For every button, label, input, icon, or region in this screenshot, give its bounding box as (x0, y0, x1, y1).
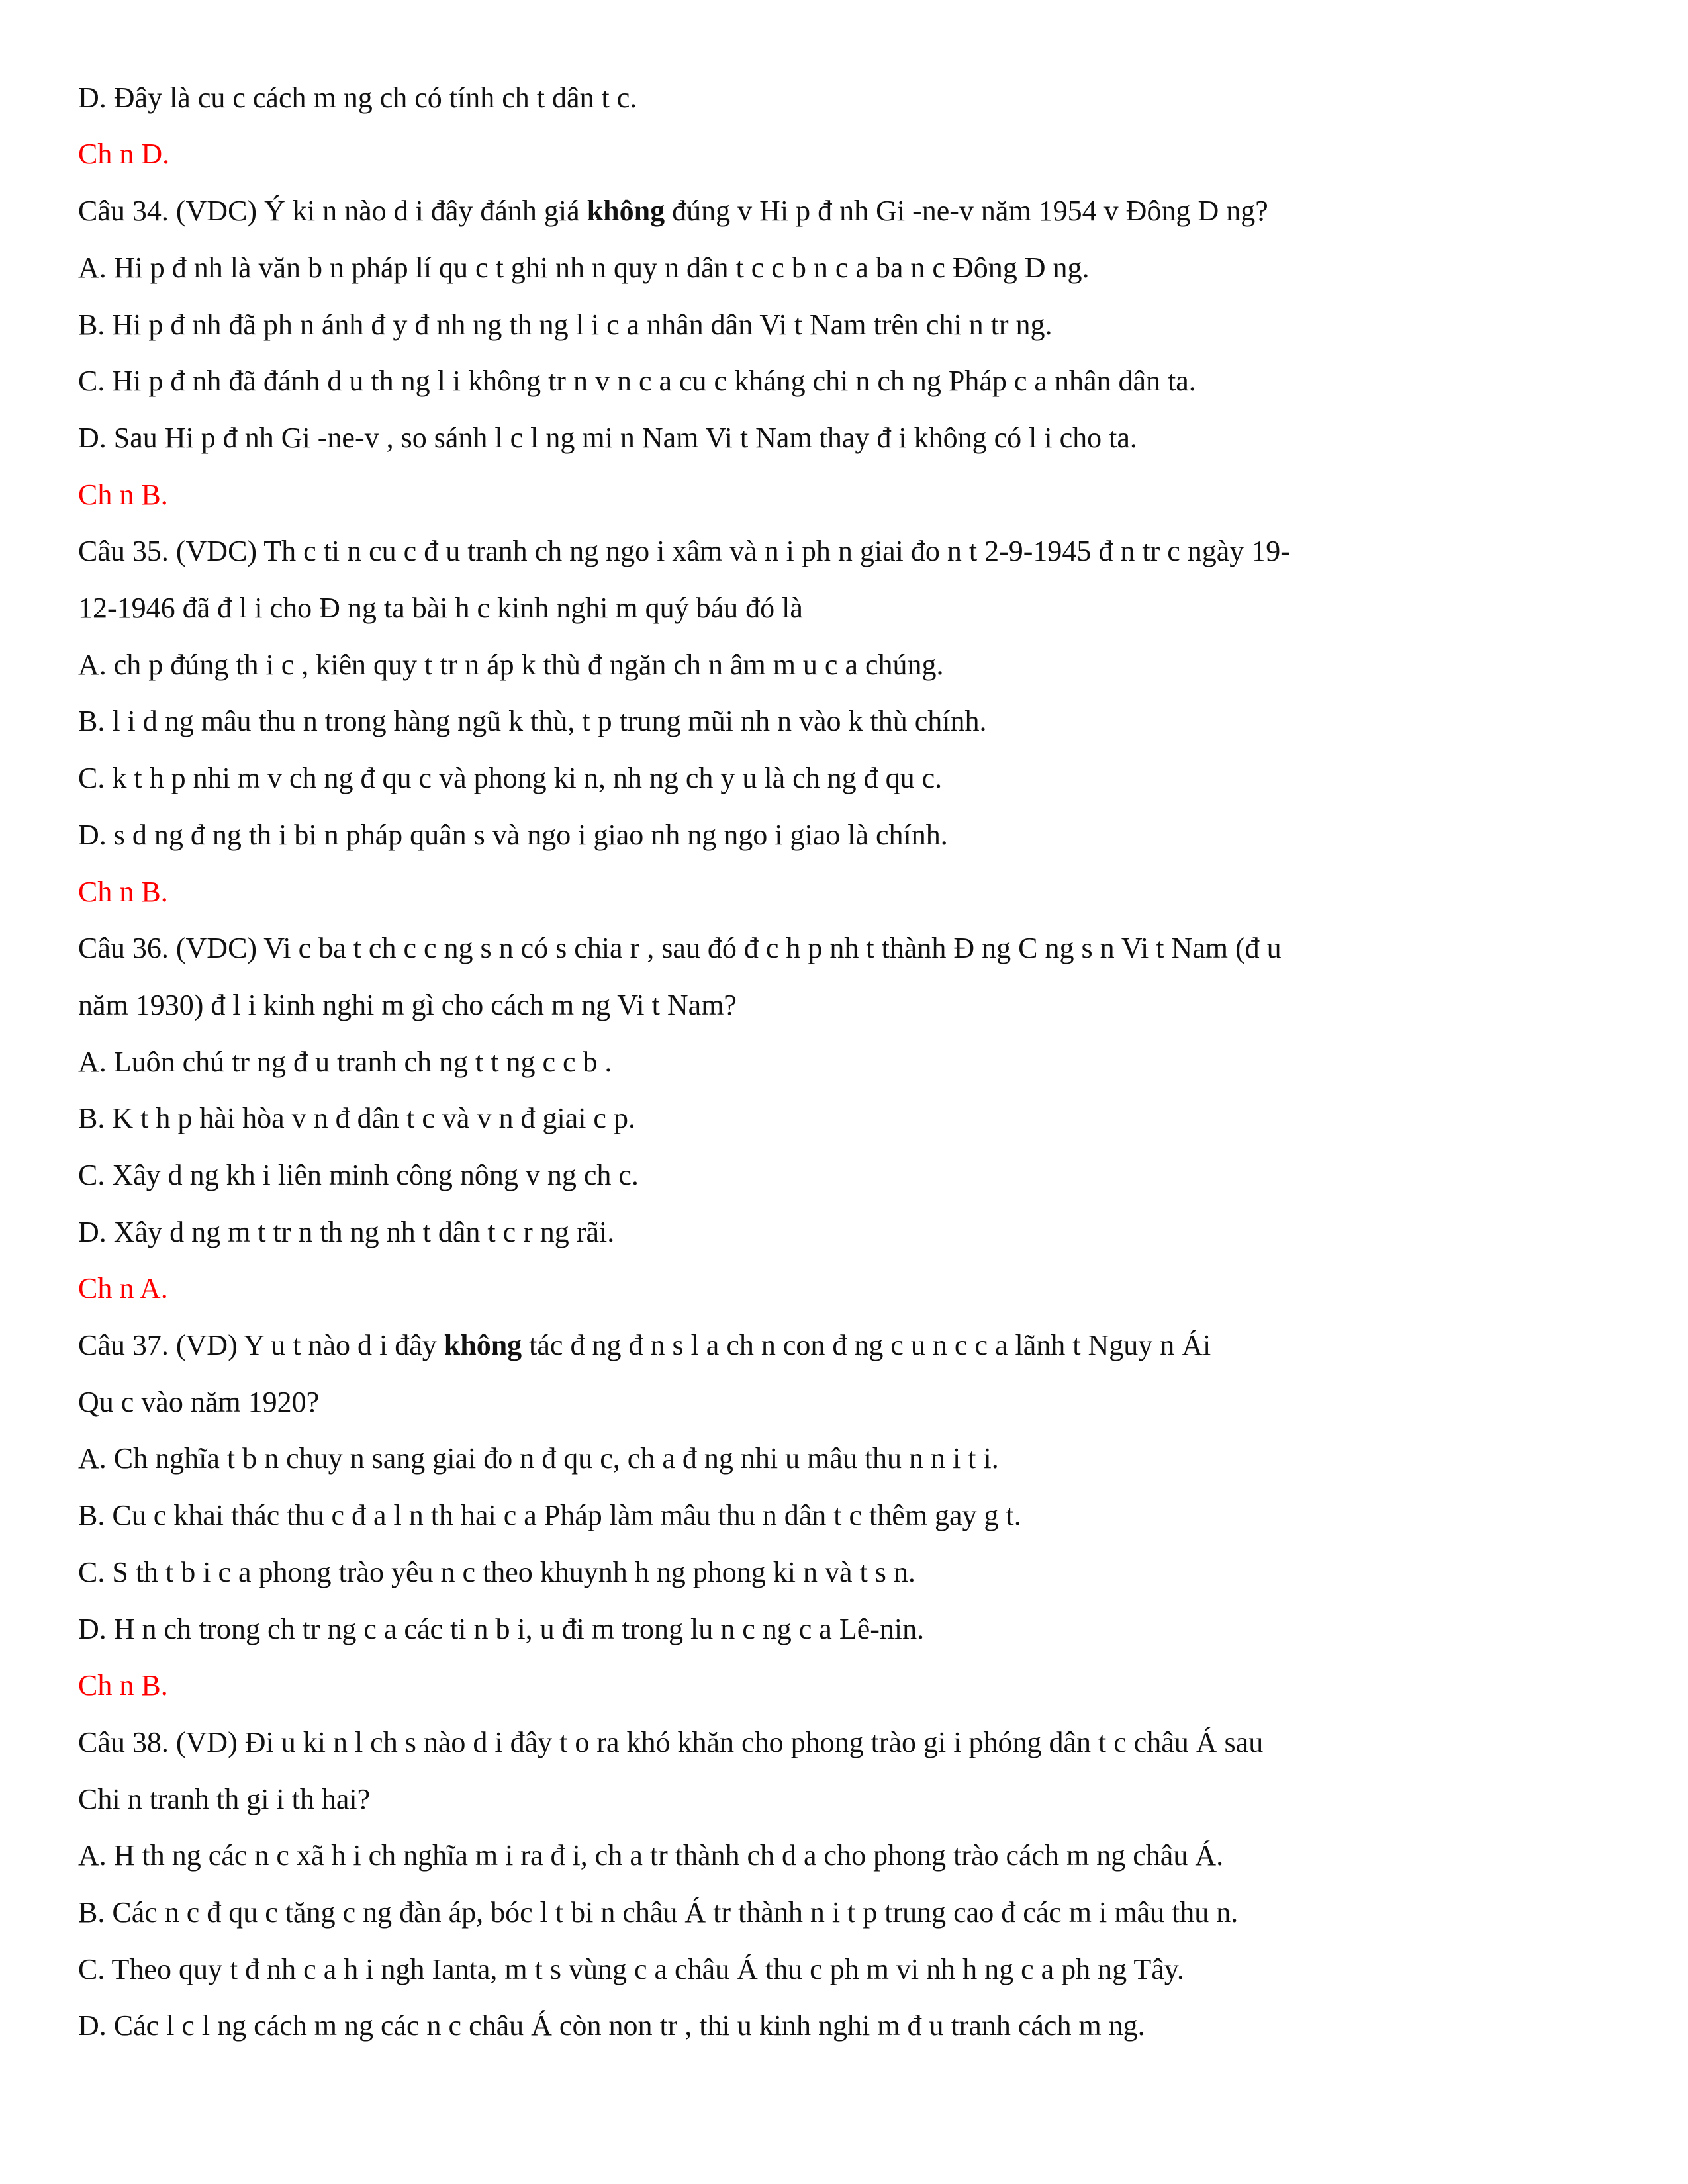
q38-question-line-1: Câu 38. (VD) Đi u ki n l ch s nào d i đây t o ra khó khăn cho phong trào gi i phóng dân t c châu Á sau (78, 1726, 1264, 1758)
q35-answer: Ch n B. (78, 876, 168, 908)
q36-option-a: A. Luôn chú tr ng đ u tranh ch ng t t ng c c b . (78, 1046, 612, 1078)
q33-option-d: D. Đây là cu c cách m ng ch có tính ch t dân t c. (78, 81, 637, 114)
q35-question-line-2: 12-1946 đã đ l i cho Đ ng ta bài h c kinh nghi m quý báu đó là (78, 592, 803, 624)
q36-option-b: B. K t h p hài hòa v n đ dân t c và v n đ giai c p. (78, 1102, 635, 1134)
q38-option-b: B. Các n c đ qu c tăng c ng đàn áp, bóc l t bi n châu Á tr thành n i t p trung cao đ các m i mâu thu n. (78, 1896, 1239, 1929)
q35-option-b: B. l i d ng mâu thu n trong hàng ngũ k thù, t p trung mũi nh n vào k thù chính. (78, 705, 987, 737)
q37-question-text-1: Câu 37. (VD) Y u t nào d i đây (78, 1329, 444, 1361)
q37-bold-word: không (444, 1329, 522, 1361)
q34-option-b: B. Hi p đ nh đã ph n ánh đ y đ nh ng th ng l i c a nhân dân Vi t Nam trên chi n tr ng. (78, 308, 1053, 341)
q37-option-b: B. Cu c khai thác thu c đ a l n th hai c a Pháp làm mâu thu n dân t c thêm gay g t. (78, 1499, 1021, 1531)
q37-question-line-2: Qu c vào năm 1920? (78, 1386, 320, 1418)
q34-option-a: A. Hi p đ nh là văn b n pháp lí qu c t ghi nh n quy n dân t c c b n c a ba n c Đông D ng. (78, 251, 1090, 284)
q34-question-text-1: Câu 34. (VDC) Ý ki n nào d i đây đánh giá (78, 195, 587, 227)
q34-option-d: D. Sau Hi p đ nh Gi -ne-v , so sánh l c l ng mi n Nam Vi t Nam thay đ i không có l i cho ta. (78, 422, 1137, 454)
q36-option-c: C. Xây d ng kh i liên minh công nông v ng ch c. (78, 1159, 639, 1191)
q38-option-a: A. H th ng các n c xã h i ch nghĩa m i ra đ i, ch a tr thành ch d a cho phong trào cách m ng châu Á. (78, 1839, 1224, 1872)
q34-question (78, 191, 1268, 231)
q37-option-c: C. S th t b i c a phong trào yêu n c theo khuynh h ng phong ki n và t s n. (78, 1556, 915, 1588)
q38-question-line-2: Chi n tranh th gi i th hai? (78, 1783, 371, 1815)
q35-option-d: D. s d ng đ ng th i bi n pháp quân s và ngo i giao nh ng ngo i giao là chính. (78, 819, 948, 851)
q36-option-d: D. Xây d ng m t tr n th ng nh t dân t c r ng rãi. (78, 1216, 615, 1248)
q34-question-text-2: đúng v Hi p đ nh Gi -ne-v năm 1954 v Đông D ng? (665, 195, 1268, 227)
q36-question-line-1: Câu 36. (VDC) Vi c ba t ch c c ng s n có s chia r , sau đó đ c h p nh t thành Đ ng C ng s n Vi t Nam (đ u (78, 932, 1282, 964)
q35-option-a: A. ch p đúng th i c , kiên quy t tr n áp k thù đ ngăn ch n âm m u c a chúng. (78, 649, 944, 681)
q33-answer: Ch n D. (78, 138, 170, 170)
q35-option-c: C. k t h p nhi m v ch ng đ qu c và phong ki n, nh ng ch y u là ch ng đ qu c. (78, 762, 943, 794)
q37-question-text-2: tác đ ng đ n s l a ch n con đ ng c u n c c a lãnh t Nguy n Ái (522, 1329, 1211, 1361)
q35-question-line-1: Câu 35. (VDC) Th c ti n cu c đ u tranh ch ng ngo i xâm và n i ph n giai đo n t 2-9-1945 đ n tr c ngày 19- (78, 535, 1290, 567)
q34-option-c: C. Hi p đ nh đã đánh d u th ng l i không tr n v n c a cu c kháng chi n ch ng Pháp c a nhân dân ta. (78, 365, 1196, 397)
q36-answer: Ch n A. (78, 1272, 168, 1304)
q37-option-a: A. Ch nghĩa t b n chuy n sang giai đo n đ qu c, ch a đ ng nhi u mâu thu n n i t i. (78, 1442, 999, 1475)
q36-question-line-2: năm 1930) đ l i kinh nghi m gì cho cách m ng Vi t Nam? (78, 989, 737, 1021)
q34-bold-word: không (586, 195, 665, 227)
q34-answer: Ch n B. (78, 478, 168, 511)
q37-answer: Ch n B. (78, 1669, 168, 1702)
q38-option-c: C. Theo quy t đ nh c a h i ngh Ianta, m t s vùng c a châu Á thu c ph m vi nh h ng c a ph ng Tây. (78, 1953, 1184, 1985)
q38-option-d: D. Các l c l ng cách m ng các n c châu Á còn non tr , thi u kinh nghi m đ u tranh cách m ng. (78, 2009, 1145, 2042)
q37-question-line-1 (78, 1326, 1211, 1365)
q37-option-d: D. H n ch trong ch tr ng c a các ti n b i, u đi m trong lu n c ng c a Lê-nin. (78, 1613, 925, 1645)
